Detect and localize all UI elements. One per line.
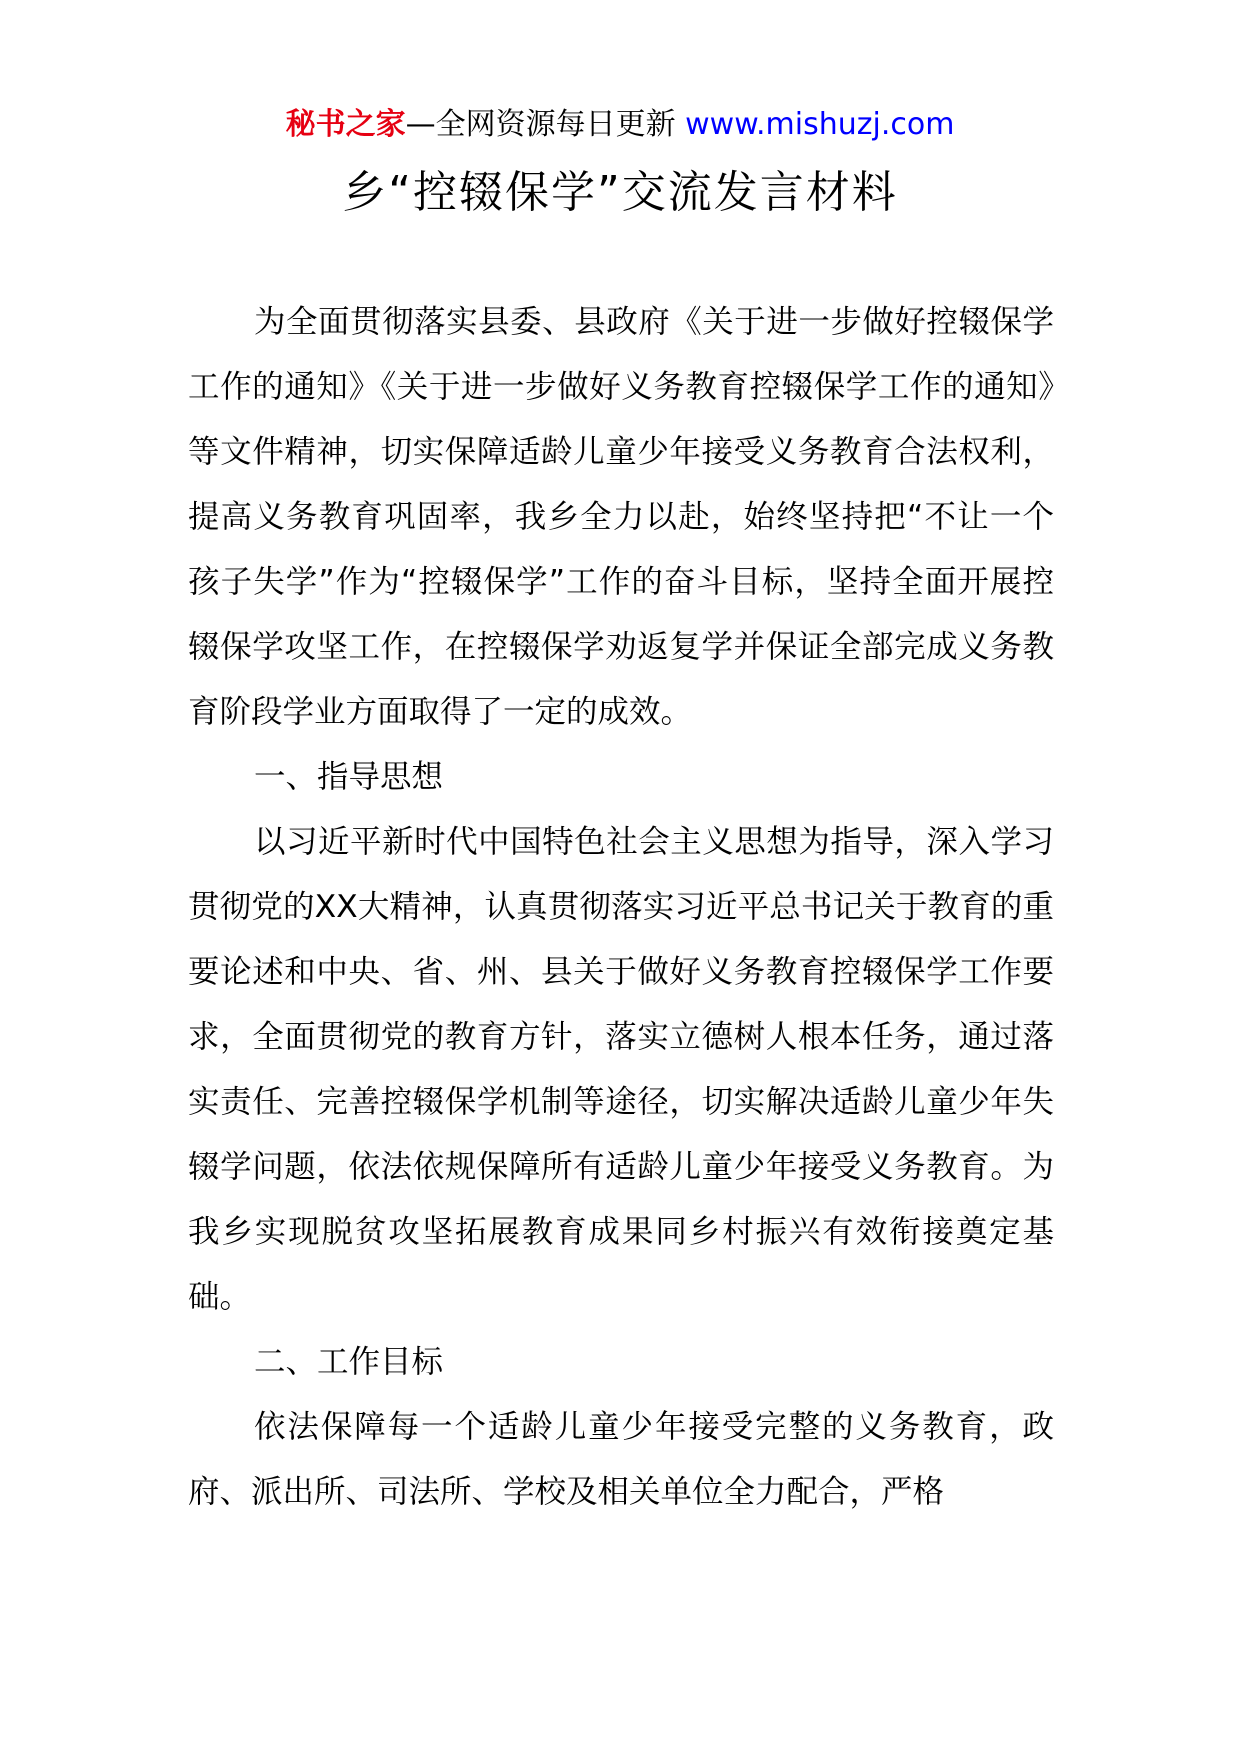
guiding-ideology-paragraph: 以习近平新时代中国特色社会主义思想为指导，深入学习贯彻党的XX大精神，认真贯彻落实习近平总书记关于教育的重要论述和中央、省、州、县关于做好义务教育控辍保学工作要求，全面贯彻党的教育方针，落实立德树人根本任务，通过落实责任、完善控辍保学机制等途径，切实解决适龄儿童少年失辍学问题，依法依规保障所有适龄儿童少年接受义务教育。为我乡实现脱贫攻坚拓展教育成果同乡村振兴有效衔接奠定基础。	[188, 824, 1054, 1315]
banner-slogan: —全网资源每日更新	[405, 107, 676, 142]
intro-paragraph: 为全面贯彻落实县委、县政府《关于进一步做好控辍保学工作的通知》《关于进一步做好义务教育控辍保学工作的通知》等文件精神，切实保障适龄儿童少年接受义务教育合法权利，提高义务教育巩固率，我乡全力以赴，始终坚持把“不让一个孩子失学”作为“控辍保学”工作的奋斗目标，坚持全面开展控辍保学攻坚工作，在控辍保学劝返复学并保证全部完成义务教育阶段学业方面取得了一定的成效。	[188, 304, 1054, 730]
document-title: 乡“控辍保学”交流发言材料	[342, 167, 898, 218]
document-body	[188, 290, 1054, 1525]
work-goals-paragraph: 依法保障每一个适龄儿童少年接受完整的义务教育，政府、派出所、司法所、学校及相关单位全力配合，严格	[188, 1409, 1054, 1510]
section-heading-guiding-ideology: 一、指导思想	[254, 759, 444, 795]
brand-name: 秘书之家	[285, 107, 406, 142]
site-banner	[0, 103, 1240, 147]
site-url-link[interactable]: www.mishuzj.com	[685, 107, 955, 142]
section-heading-work-goals: 二、工作目标	[254, 1344, 444, 1380]
